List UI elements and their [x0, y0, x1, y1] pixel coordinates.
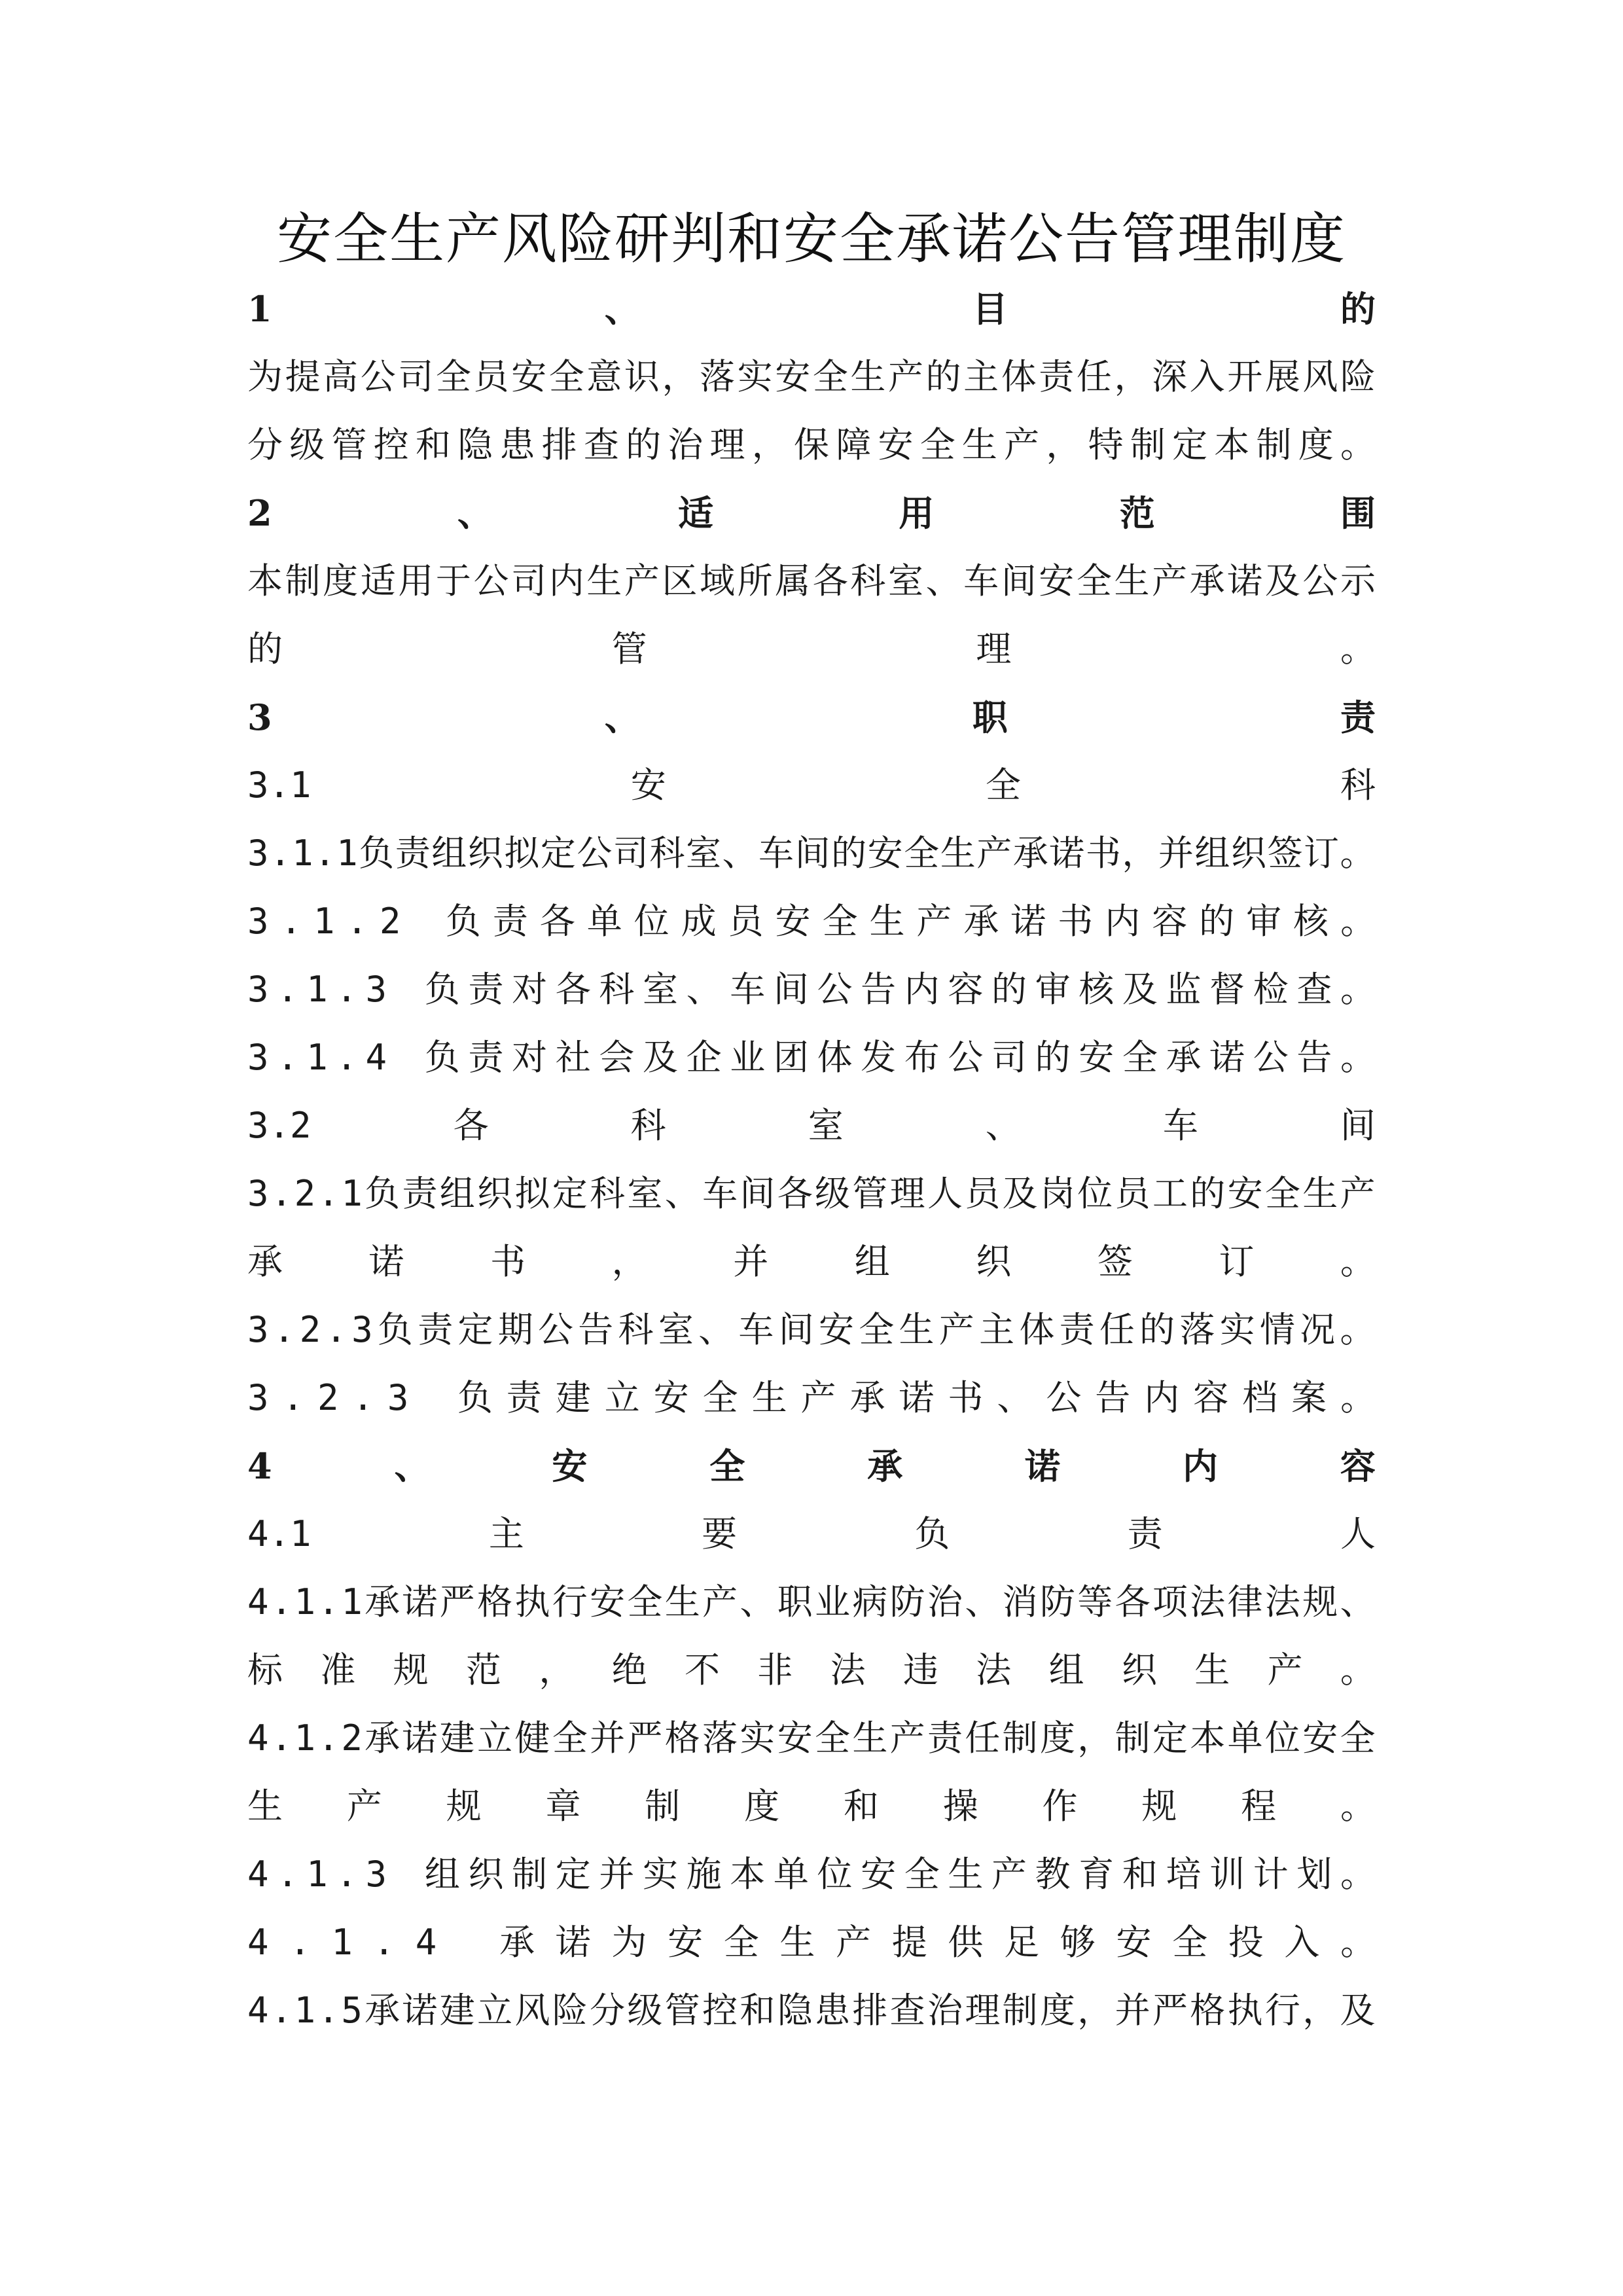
- text-token: 规: [446, 1785, 482, 1827]
- text-line: [247, 821, 1376, 886]
- text-token: 违: [902, 1649, 938, 1691]
- text-token: 内: [1183, 1445, 1219, 1487]
- text-token: 理: [976, 628, 1012, 670]
- text-token: 3.1.1负责组织拟定公司科室、车间的安全生产承诺书，并组织签订。: [247, 833, 1377, 874]
- text-token: 1: [247, 288, 272, 330]
- text-token: 3.1: [247, 764, 312, 806]
- text-token: ，: [611, 1241, 647, 1282]
- text-token: 订: [1219, 1241, 1255, 1282]
- text-token: 诺: [1025, 1445, 1061, 1487]
- text-line: [247, 1706, 1376, 1771]
- text-token: 生: [1194, 1649, 1230, 1691]
- text-token: 4.1.5承诺建立风险分级管控和隐患排查治理制度，并严格执行，及: [247, 1990, 1378, 2031]
- text-token: 3.2: [247, 1105, 312, 1146]
- text-token: 诺: [368, 1241, 404, 1282]
- text-line: [247, 1570, 1376, 1635]
- text-token: 绝: [611, 1649, 647, 1691]
- text-token: 责: [1127, 1513, 1163, 1554]
- text-token: 科: [1340, 764, 1376, 806]
- text-token: 法: [976, 1649, 1012, 1691]
- text-token: 2: [247, 492, 272, 534]
- text-line: [247, 1638, 1376, 1703]
- text-token: 容: [1340, 1445, 1376, 1487]
- section-heading: [247, 685, 1376, 750]
- text-token: 、: [985, 1105, 1021, 1146]
- text-token: 4: [247, 1445, 272, 1487]
- text-line: [247, 548, 1376, 614]
- text-token: 管: [611, 628, 647, 670]
- text-token: 、: [457, 492, 493, 534]
- text-token: 非: [757, 1649, 793, 1691]
- text-token: 围: [1340, 492, 1376, 534]
- text-token: 、: [394, 1445, 430, 1487]
- text-token: 织: [976, 1241, 1012, 1282]
- text-line: [247, 1501, 1376, 1567]
- text-token: 范: [1119, 492, 1155, 534]
- text-token: 章: [545, 1785, 581, 1827]
- text-token: 签: [1097, 1241, 1133, 1282]
- text-token: 组: [1048, 1649, 1084, 1691]
- text-line: [247, 889, 1388, 954]
- document-title: 安全生产风险研判和安全承诺公告管理制度: [276, 207, 1346, 271]
- text-line: [247, 1365, 1390, 1431]
- text-token: 3.1.3 负责对各科室、车间公告内容的审核及监督检查。: [247, 969, 1384, 1010]
- text-token: 用: [899, 492, 935, 534]
- text-token: 、: [604, 288, 640, 330]
- text-token: 适: [678, 492, 714, 534]
- text-token: 组: [854, 1241, 890, 1282]
- text-token: 3.2.1负责组织拟定科室、车间各级管理人员及岗位员工的安全生产: [247, 1173, 1378, 1214]
- section-heading: [247, 480, 1376, 546]
- text-token: 并: [733, 1241, 769, 1282]
- text-token: 规: [1141, 1785, 1177, 1827]
- text-token: 4.1.2承诺建立健全并严格落实安全生产责任制度，制定本单位安全: [247, 1717, 1378, 1759]
- text-token: 承: [247, 1241, 283, 1282]
- text-token: 的: [1340, 288, 1376, 330]
- text-token: 负: [914, 1513, 950, 1554]
- text-token: 3.1.2 负责各单位成员安全生产承诺书内容的审核。: [247, 901, 1388, 942]
- text-line: [247, 617, 1376, 682]
- text-token: 产: [1267, 1649, 1303, 1691]
- text-token: 范: [465, 1649, 501, 1691]
- text-token: 。: [1340, 1649, 1376, 1691]
- text-token: 操: [942, 1785, 978, 1827]
- text-token: 承: [867, 1445, 903, 1487]
- text-line: [247, 1161, 1376, 1227]
- text-token: 和: [843, 1785, 879, 1827]
- text-token: 。: [1340, 628, 1376, 670]
- text-token: 的: [247, 628, 283, 670]
- text-token: 要: [702, 1513, 738, 1554]
- text-token: 责: [1340, 696, 1376, 738]
- text-token: 4.1.4 承诺为安全生产提供足够安全投入。: [247, 1922, 1397, 1963]
- text-token: 全: [709, 1445, 745, 1487]
- text-token: 织: [1121, 1649, 1157, 1691]
- text-token: 安: [552, 1445, 588, 1487]
- text-token: 目: [972, 288, 1008, 330]
- text-token: 4.1: [247, 1513, 312, 1554]
- text-token: 3: [247, 696, 272, 738]
- text-line: [247, 1978, 1376, 2043]
- text-token: 3.1.4 负责对社会及企业团体发布公司的安全承诺公告。: [247, 1037, 1384, 1078]
- text-token: 各: [453, 1105, 489, 1146]
- text-line: [247, 957, 1384, 1022]
- text-token: 制: [645, 1785, 681, 1827]
- text-token: 主: [488, 1513, 524, 1554]
- text-token: 3.2.3负责定期公告科室、车间安全生产主体责任的落实情况。: [247, 1309, 1380, 1350]
- text-line: [247, 1842, 1384, 1907]
- text-token: 分级管控和隐患排查的治理，保障安全生产，特制定本制度。: [247, 424, 1383, 465]
- text-token: 作: [1042, 1785, 1078, 1827]
- text-line: [247, 1774, 1376, 1839]
- text-token: 车: [1162, 1105, 1198, 1146]
- text-line: [247, 1297, 1380, 1363]
- text-token: 不: [684, 1649, 720, 1691]
- text-token: 程: [1241, 1785, 1277, 1827]
- text-line: [247, 344, 1376, 410]
- text-token: ，: [539, 1649, 575, 1691]
- text-line: [247, 1093, 1376, 1158]
- text-token: 室: [808, 1105, 844, 1146]
- text-line: [247, 412, 1383, 478]
- text-token: 生: [247, 1785, 283, 1827]
- text-line: [247, 1229, 1376, 1295]
- text-token: 产: [346, 1785, 382, 1827]
- text-token: 全: [985, 764, 1021, 806]
- text-token: 规: [393, 1649, 429, 1691]
- text-token: 为提高公司全员安全意识，落实安全生产的主体责任，深入开展风险: [247, 356, 1378, 397]
- text-line: [247, 753, 1376, 818]
- text-token: 3.2.3 负责建立安全生产承诺书、公告内容档案。: [247, 1377, 1390, 1418]
- text-token: 4.1.3 组织制定并实施本单位安全生产教育和培训计划。: [247, 1854, 1384, 1895]
- section-heading: [247, 276, 1376, 342]
- text-token: 。: [1340, 1241, 1376, 1282]
- text-token: 。: [1340, 1785, 1376, 1827]
- text-line: [247, 1025, 1384, 1090]
- text-token: 职: [972, 696, 1008, 738]
- text-token: 本制度适用于公司内生产区域所属各科室、车间安全生产承诺及公示: [247, 560, 1378, 601]
- text-token: 法: [830, 1649, 866, 1691]
- text-token: 、: [604, 696, 640, 738]
- text-token: 准: [320, 1649, 356, 1691]
- text-line: [247, 1910, 1397, 1975]
- text-token: 书: [490, 1241, 526, 1282]
- text-token: 间: [1340, 1105, 1376, 1146]
- section-heading: [247, 1433, 1376, 1499]
- text-token: 科: [630, 1105, 666, 1146]
- text-token: 人: [1340, 1513, 1376, 1554]
- text-token: 标: [247, 1649, 283, 1691]
- text-token: 安: [630, 764, 666, 806]
- text-token: 度: [744, 1785, 780, 1827]
- text-token: 4.1.1承诺严格执行安全生产、职业病防治、消防等各项法律法规、: [247, 1581, 1378, 1623]
